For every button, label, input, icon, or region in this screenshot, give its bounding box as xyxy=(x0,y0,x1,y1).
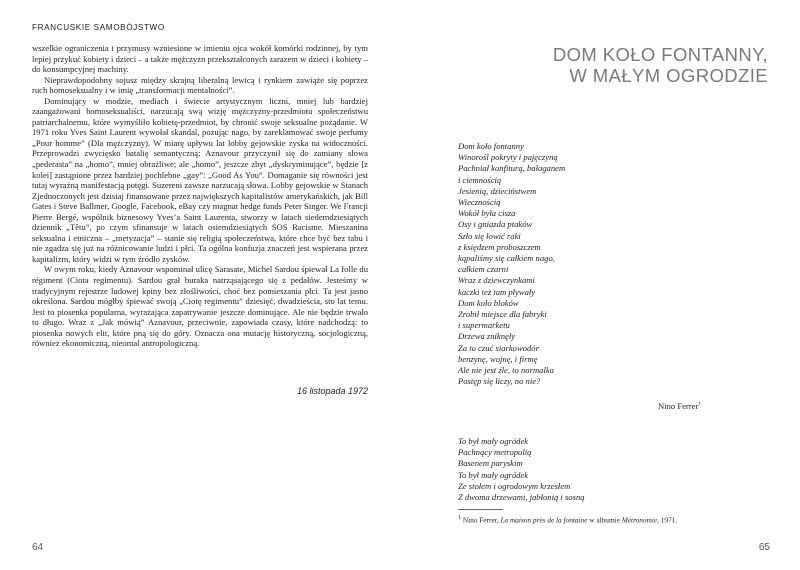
poem-line: Wraz z dziewczynkami xyxy=(458,275,535,286)
attribution-name: Nino Ferrer xyxy=(658,401,699,411)
paragraph: W owym roku, kiedy Aznavour wspominał ulicę Sarasate, Michel Sardou śpiewał La folle du régiment (Ciota regimentu). Sardou grał buraka natrząsającego się z pedałów. Jesteśmy w tradycyjnym rejestrze ludowej kpiny bez złośliwości, choć bez pomieszania płci. Ta jest jasno określona. Sardou mógłby śpiewać swoją „Ciotę regimentu” dziesięć, dwadzieścia, sto lat temu. Jest to piosenka popularna, wyrażająca zapatrywanie jeszcze dominujące. Ale nie będzie trwało to długo. Wraz z „Jak mówią” Aznavour, przeciwnie, zapowiada czasy, które nadchodzą: to piosenka nowych elit, które pną się do góry. Oznacza ona mutację historyczną, socjologiczną, również ekonomiczną, nieomal antropologiczną. xyxy=(32,264,368,349)
footnote-album-title: Métronomie xyxy=(621,515,658,525)
poem-line: benzynę, wojnę, i firmę xyxy=(458,353,538,364)
paragraph: wszelkie ograniczenia i przymusy wzniesione w imieniu ojca wokół komórki rodzinnej, by tym lepiej przykuć kobiety i dzieci – a także mężczyzn przekształconych zarazem w dzieci i kobiety – do konsumpcyjnej machiny. xyxy=(32,43,368,75)
page-number-left: 64 xyxy=(32,542,44,553)
poem-line: kąpaliśmy się całkiem nago, xyxy=(458,253,555,264)
poem-line: Zrobił miejsce dla fabryki xyxy=(458,309,547,320)
poem-line: i supermarketu xyxy=(458,320,510,331)
poem-line: Basenem paryskim xyxy=(458,458,523,469)
poem-line: Dom koło fontanny xyxy=(458,141,524,151)
running-head: FRANCUSKIE SAMOBÓJSTWO xyxy=(32,23,165,32)
footnote-year: , 1971. xyxy=(657,515,678,525)
poem-line: Drzewa zniknęły xyxy=(458,331,516,342)
poem-attribution xyxy=(658,401,701,411)
poem-line: i ciemnością xyxy=(458,174,502,185)
footnote-author: Nino Ferrer, xyxy=(462,515,499,525)
poem-line: Za to czuć siarkowodór xyxy=(458,342,539,353)
poem-line: Postęp się liczy, no nie? xyxy=(458,376,541,387)
poem-line: To był mały ogródek xyxy=(458,469,529,480)
poem-line: Ale nie jest źle, to normalka xyxy=(458,365,554,376)
chapter-title xyxy=(553,44,768,86)
poem-stanza-2 xyxy=(458,436,758,503)
footnote-ref[interactable]: 1 xyxy=(698,401,702,408)
poem-line: Ze stołem i ogrodowym krzesłem xyxy=(458,480,571,491)
poem-line: Z dwoma drzewami, jabłonią i sosną xyxy=(458,492,585,503)
poem-line: Jesienią, dzieciństwem xyxy=(458,185,537,196)
right-page xyxy=(400,0,800,570)
footnote-number: 1 xyxy=(458,515,462,521)
chapter-title-line: DOM KOŁO FONTANNY, xyxy=(552,44,768,65)
footnote-song-title: La maison près de la fontaine xyxy=(500,515,588,525)
poem-line: Wiecznością xyxy=(458,197,501,208)
body-text xyxy=(32,43,368,349)
paragraph: Nieprawdopodobny sojusz między skrajną liberalną lewicą i rynkiem zawiąże się poprzez ruch homoseksualny i w imię „transformacji mentalności”. xyxy=(32,74,368,96)
poem-line: Pachniał konfiturą, bałaganem xyxy=(458,163,566,174)
poem-line: Osy i gniazda ptaków xyxy=(458,219,533,230)
poem-line: Dom koło bloków xyxy=(458,297,519,308)
page-number-right: 65 xyxy=(758,542,770,553)
poem-stanza-1 xyxy=(458,141,758,387)
poem-line: z księdzem proboszczem xyxy=(458,241,541,252)
chapter-title-line: W MAŁYM OGRODZIE xyxy=(569,65,768,86)
poem-line: Pachnący metropolią xyxy=(458,447,532,458)
chapter-date: 16 listopada 1972 xyxy=(296,386,368,396)
poem-line: Wokół była cisza xyxy=(458,208,516,219)
footnote-rule xyxy=(458,509,503,510)
poem-line: całkiem czarni xyxy=(458,264,509,275)
footnote-album-prefix: w albumie xyxy=(589,515,620,525)
paragraph: Dominujący w modzie, mediach i świecie artystycznym liczni, mniej lub bardziej zaangażowani homoseksualiści, narzucają swą wizję mężczyzny-przedmiotu społeczeństwu patriarchalnemu, które wymyśliło kobietę-przedmiot, by chronić swoje seksualne pożądanie. W 1971 roku Yves Saint Laurent wywołał skandal, pozując nago, by zareklamować swoje perfumy „Pour homme” (Dla mężczyzny). W miarę upływu lat lobby gejowskie zyska na widoczności. Przeprowadzi zwycięsko batalię semantyczną; Aznavour przyczynił się do zamiany słowa „pederasta” na „homo”, mniej obraźliwe; ale „homo”, jeszcze zbyt „dyskryminujące”, będzie [z kolei] zastąpione przez bardziej pochlebne „gay”: „Good As You”. Domaganie się równości jest tutaj wyraźną manifestacją potęgi. Suzereni zawsze narzucają słowa. Lobby gejowskie w Stanach Zjednoczonych jest dzisiaj finansowane przez największych kapitalistów amerykańskich, jak Bill Gates i Steve Ballmer, Google, Facebook, eBay czy magnat hedge funds Peter Singer. We Francji Pierre Bergé, wspólnik biznesowy Yves’a Saint Laurenta, stworzy w latach siedemdziesiątych dziennik „Têtu”, po czym sfinansuje w latach osiemdziesiątych SOS Racisme. Mieszanina seksualna i etniczna – „metyzacja” – stanie się religią społeczeństwa, które chce być bez tabu i nie zgadza się już na różnicowanie ludzi i płci. Ta ogólna konfuzja znaczeń jest wspierana przez kapitalizm, który widzi w tym źródło zysków. xyxy=(32,95,368,264)
poem-line: Winorośl pokryty i pajęczyną xyxy=(458,152,558,163)
poem-line: Szło się łowić raki xyxy=(458,230,521,241)
footnote xyxy=(458,514,778,524)
poem-line: kaczki też tam pływały xyxy=(458,286,536,297)
poem-line: To był mały ogródek xyxy=(458,436,529,446)
